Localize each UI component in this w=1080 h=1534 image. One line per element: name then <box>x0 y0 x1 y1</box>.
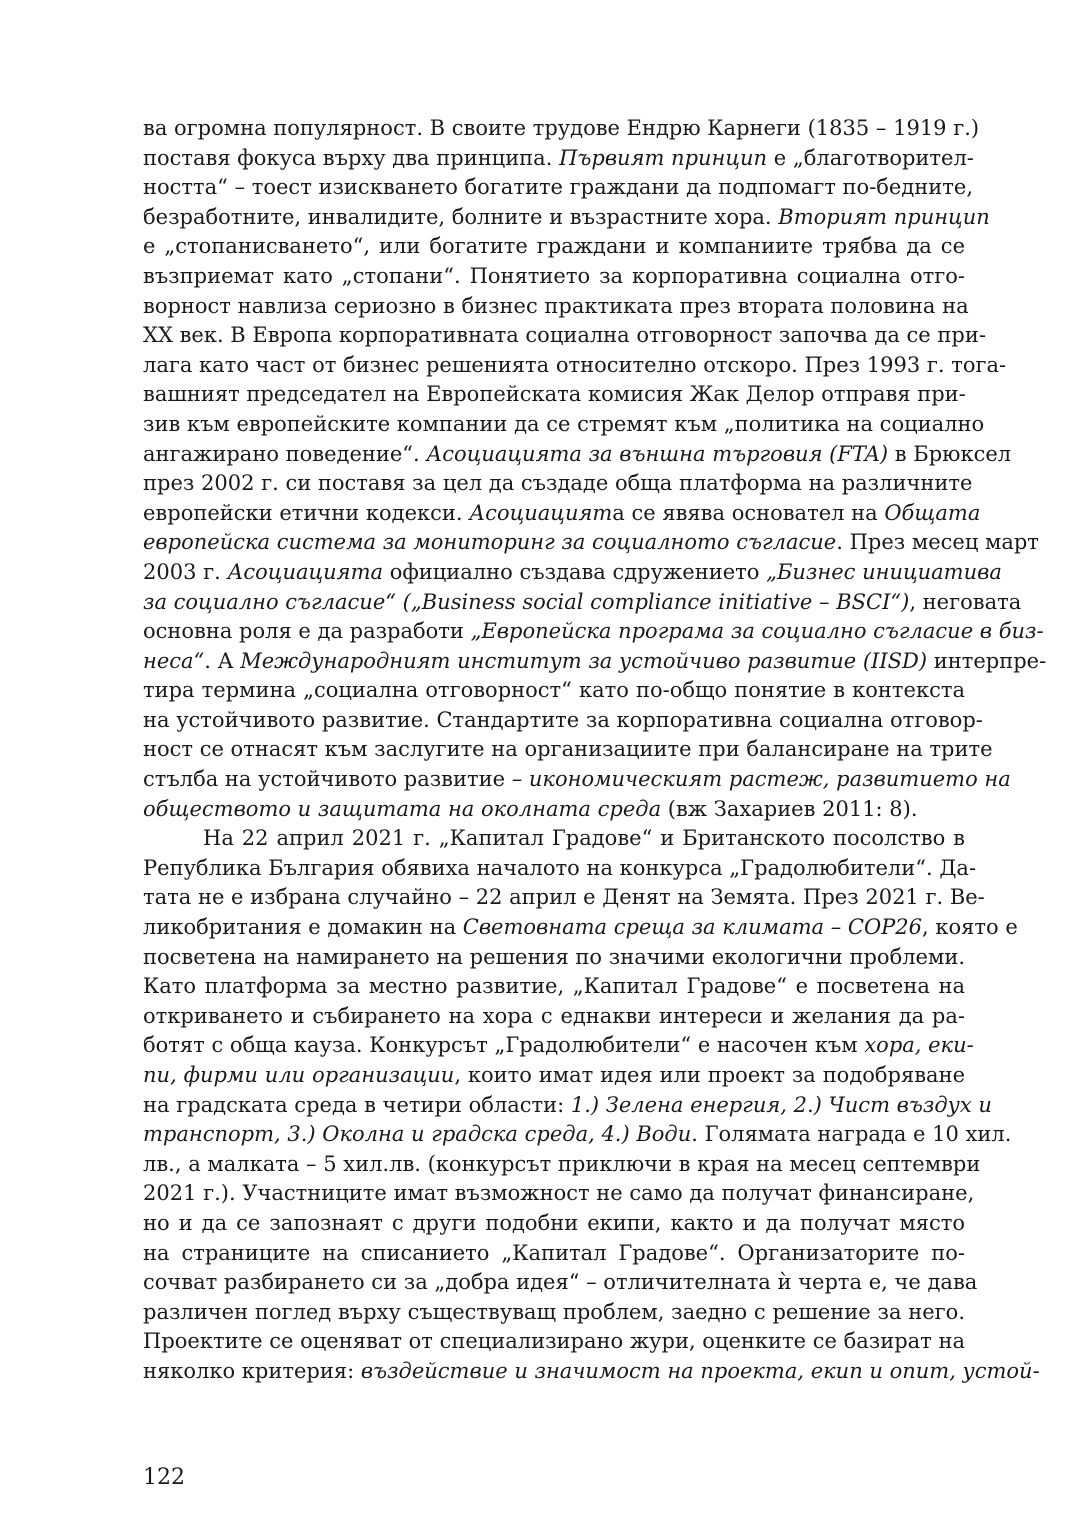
text-run: основна роля е да разработи <box>143 619 471 644</box>
text-run: . През месец март <box>836 530 1039 555</box>
italic-text: въздействие и значимост на проекта, екип и опит, устой- <box>360 1358 1040 1383</box>
text-run: тира термина „социална отговорност“ като по-общо понятие в контекста <box>143 678 965 703</box>
text-line <box>143 795 965 825</box>
text-run: ва огромна популярност. В своите трудове Ендрю Карнеги (1835 – 1919 г.) <box>143 116 980 140</box>
text-line <box>143 173 974 203</box>
text-line <box>143 232 965 262</box>
text-run: ворност навлиза сериозно в бизнес практиката през втората половина на <box>143 293 969 318</box>
text-run: сочват разбирането си за „добра идея“ – отличителната ѝ черта е, че дава <box>143 1270 978 1295</box>
text-line <box>143 469 973 499</box>
italic-text: неса“ <box>143 648 205 673</box>
text-line <box>143 617 1044 647</box>
body-text <box>143 114 1047 1387</box>
text-line <box>143 706 983 736</box>
text-run: стълба на устойчивото развитие – <box>143 767 529 792</box>
text-line <box>143 647 1047 677</box>
text-line <box>143 1031 974 1061</box>
italic-text: Общата <box>884 500 981 525</box>
text-run: ангажирано поведение“. <box>143 441 427 466</box>
text-line <box>143 1327 965 1357</box>
text-line <box>143 410 985 440</box>
italic-text: обществото и защитата на околната среда <box>143 796 662 821</box>
text-line <box>143 203 990 233</box>
text-run: тата не е избрана случайно – 22 април е Денят на Земята. През 2021 г. Ве- <box>143 885 985 910</box>
text-run: но и да се запознаят с други подобни екипи, както и да получат място <box>143 1210 965 1235</box>
text-run: . Голямата награда е 10 хил. <box>691 1122 1012 1147</box>
text-line <box>143 824 965 854</box>
text-run: ботят с обща кауза. Конкурсът „Градолюбители“ е насочен към <box>143 1033 865 1058</box>
italic-text: европейска система за мониторинг за социалното съгласие <box>143 530 837 555</box>
text-run: официално създава сдружението <box>383 559 767 584</box>
text-line <box>143 262 965 292</box>
text-run: зив към европейските компании да се стремят към „политика на социално <box>143 411 985 436</box>
text-run: няколко критерия: <box>143 1358 361 1383</box>
italic-text: пи, фирми или организации <box>143 1063 455 1087</box>
text-run: различен поглед върху съществуващ проблем, заедно с решение за него. <box>143 1299 965 1324</box>
text-run: ност се отнасят към заслугите на организациите при балансиране на трите <box>143 737 993 762</box>
italic-text: икономическият растеж, развитието на <box>528 767 1011 792</box>
italic-text: Асоциацията за външна търговия (FTA) <box>426 441 889 466</box>
text-line <box>143 676 965 706</box>
text-line <box>143 765 1011 795</box>
text-run: Проектите се оценяват от специализирано жури, оценките се базират на <box>143 1329 965 1354</box>
text-line <box>143 1179 975 1209</box>
text-run: е „стопанисването“, или богатите граждани и компаниите трябва да се <box>143 234 965 259</box>
text-run: ността“ – тоест изискването богатите граждани да подпомагт по-бедните, <box>143 175 974 200</box>
text-run: Република България обявиха началото на конкурса „Градолюбители“. Да- <box>143 855 977 880</box>
text-run: откриването и събирането на хора с еднакви интереси и желания да ра- <box>143 1003 965 1028</box>
text-line <box>143 1091 992 1121</box>
italic-text: Асоциацията <box>227 559 384 584</box>
text-line <box>143 913 1018 943</box>
text-run: безработните, инвалидите, болните и възрастните хора. <box>143 204 779 229</box>
text-run: лага като част от бизнес решенията относително отскоро. През 1993 г. тога- <box>143 352 1007 377</box>
text-line <box>143 943 965 973</box>
text-line <box>143 528 1039 558</box>
text-line <box>143 558 1002 588</box>
text-run: възприемат като „стопани“. Понятието за корпоративна социална отго- <box>143 263 965 288</box>
text-line <box>143 1150 981 1180</box>
text-run: интерпре- <box>927 648 1047 673</box>
text-line <box>143 321 986 351</box>
text-run: на устойчивото развитие. Стандартите за корпоративна социална отговор- <box>143 707 983 732</box>
text-run: вашният председател на Европейската комисия Жак Делор отправя при- <box>143 382 966 407</box>
text-line <box>143 1002 965 1032</box>
text-run: посветена на намирането на решения по значими екологични проблеми. <box>143 944 965 969</box>
text-run: на страниците на списанието „Капитал Градове“. Организаторите по- <box>143 1240 965 1265</box>
text-run: 2021 г.). Участниците имат възможност не само да получат финансиране, <box>143 1181 975 1206</box>
text-line <box>143 1120 1012 1150</box>
text-line <box>143 380 965 410</box>
text-run: а се явява основател на <box>612 500 885 525</box>
text-run: , неговата <box>909 589 1022 614</box>
text-line <box>143 114 980 144</box>
text-run: ликобритания е домакин на <box>143 915 463 940</box>
italic-text: хора, еки- <box>864 1033 974 1058</box>
text-run: лв., а малката – 5 хил.лв. (конкурсът приключи в края на месец септември <box>143 1151 981 1176</box>
text-line <box>143 1239 965 1269</box>
text-line <box>143 1357 1040 1387</box>
text-line <box>143 1209 965 1239</box>
text-run: . А <box>204 648 241 673</box>
text-run: европейски етични кодекси. <box>143 500 470 525</box>
text-run: поставя фокуса върху два принципа. <box>143 145 560 170</box>
italic-text: за социално съгласие“ („Business social compliance initiative – BSCI“) <box>143 589 910 614</box>
text-line <box>143 854 977 884</box>
text-run: , която е <box>922 915 1018 940</box>
italic-text: Първият принцип <box>559 145 768 170</box>
italic-text: Световната среща за климата – COP26 <box>462 915 923 940</box>
page-number: 122 <box>143 1465 185 1490</box>
text-line <box>143 351 1007 381</box>
text-run: през 2002 г. си поставя за цел да създаде обща платформа на различните <box>143 471 973 496</box>
text-run: На 22 април 2021 г. „Капитал Градове“ и Британското посолство в <box>203 826 965 851</box>
text-run: , които имат идея или проект за подобряване <box>454 1063 966 1087</box>
italic-text: „Бизнес инициатива <box>766 559 1002 584</box>
text-line <box>143 1061 965 1091</box>
text-run: 2003 г. <box>143 559 228 584</box>
text-run: XX век. В Европа корпоративната социална отговорност започва да се при- <box>143 323 986 348</box>
text-line <box>143 499 981 529</box>
text-line <box>143 144 974 174</box>
text-line <box>143 1268 978 1298</box>
text-line <box>143 735 993 765</box>
italic-text: „Европейска програма за социално съгласие в биз- <box>470 619 1044 644</box>
text-run: на градската среда в четири области: <box>143 1092 571 1117</box>
italic-text: Международният институт за устойчиво развитие (IISD) <box>240 648 928 673</box>
text-line <box>143 883 985 913</box>
text-run: (вж Захариев 2011: 8). <box>661 796 918 821</box>
text-line <box>143 1298 965 1328</box>
text-run: в Брюксел <box>888 441 1012 466</box>
text-line <box>143 440 1012 470</box>
text-line <box>143 292 969 322</box>
text-run: Като платформа за местно развитие, „Капитал Градове“ е посветена на <box>143 974 965 999</box>
text-line <box>143 588 1022 618</box>
text-run: е „благотворител- <box>767 145 974 170</box>
italic-text: транспорт, 3.) Околна и градска среда, 4.) Води <box>143 1122 692 1147</box>
italic-text: Вторият принцип <box>778 204 990 229</box>
italic-text: Асоциацият <box>469 500 613 525</box>
text-line <box>143 972 965 1002</box>
italic-text: 1.) Зелена енергия, 2.) Чист въздух и <box>570 1092 992 1117</box>
